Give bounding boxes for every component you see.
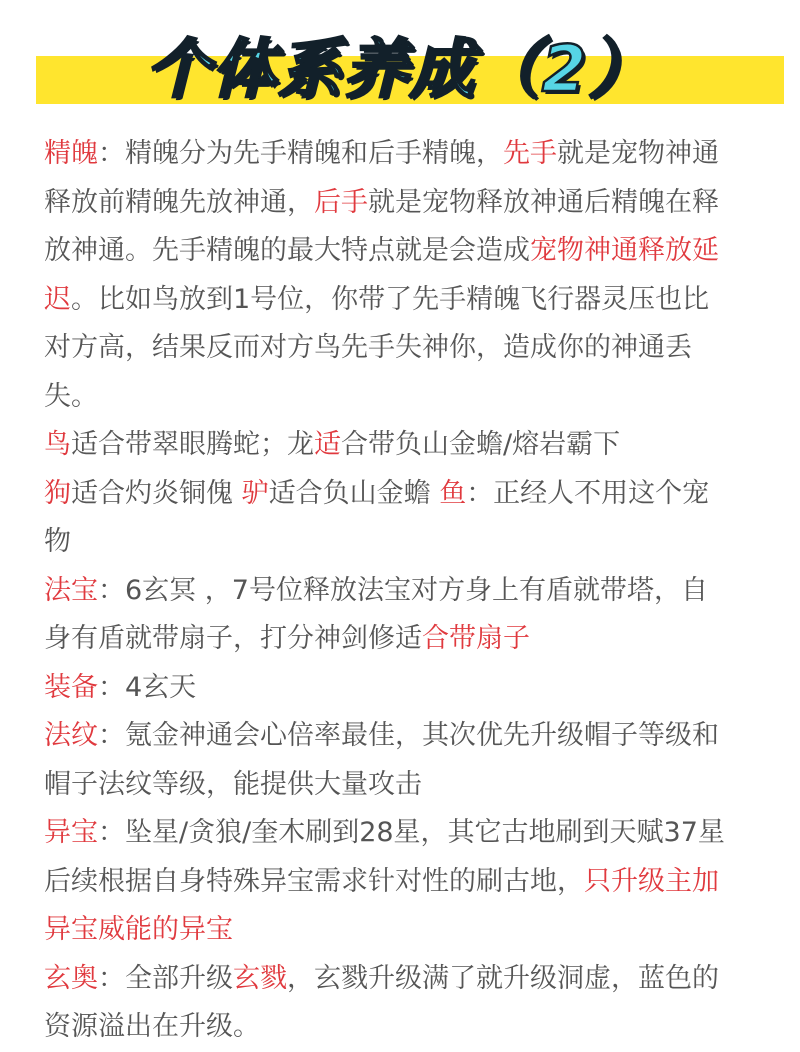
- body-text: ：6玄冥 ，7号位释放法宝对方身上有盾就带塔，自: [98, 574, 708, 606]
- highlight-text: 先手: [503, 138, 557, 169]
- page-title: 个体系养成（2）: [145, 33, 655, 107]
- body-text: 合带负山金蟾/熔岩霸下: [341, 429, 621, 460]
- body-text: 后续根据自身特殊异宝需求针对性的刷古地，: [44, 865, 584, 897]
- highlight-text: 适: [314, 429, 341, 460]
- highlight-text: 异宝威能的异宝: [44, 914, 233, 945]
- paragraph: [44, 955, 756, 1052]
- body-text: 适合带翠眼腾蛇；龙: [71, 429, 314, 460]
- paragraph: [44, 421, 756, 470]
- highlight-text: 玄戮: [233, 962, 287, 994]
- body-text: 物: [44, 526, 71, 557]
- body-text: ：正经人不用这个宠: [466, 477, 710, 509]
- paragraph: [44, 664, 756, 713]
- highlight-text: 只升级主加: [584, 865, 719, 897]
- highlight-text: 合带扇子: [422, 623, 530, 654]
- body-text: 资源溢出在升级。: [44, 1011, 260, 1042]
- body-text: ：坠星/贪狼/奎木刷到28星，其它古地刷到天赋37星: [98, 817, 725, 848]
- paragraph: [44, 567, 756, 664]
- paragraph: [44, 470, 756, 567]
- body-text: 就是宠物释放神通后精魄在释: [368, 186, 719, 218]
- body-text: ：全部升级: [98, 962, 233, 994]
- body-text: 身有盾就带扇子，打分神剑修适: [44, 623, 422, 654]
- body-text: 适合灼炎铜傀: [71, 477, 242, 509]
- highlight-text: 鸟: [44, 429, 71, 460]
- highlight-text: 法纹: [44, 720, 98, 751]
- body-text: ：氪金神通会心倍率最佳，其次优先升级帽子等级和: [98, 720, 719, 751]
- highlight-text: 精魄: [44, 138, 98, 169]
- body-text: ，玄戮升级满了就升级洞虚，蓝色的: [287, 962, 719, 994]
- body-text: 就是宠物神通: [557, 138, 719, 169]
- body-text: ：4玄天: [98, 671, 197, 703]
- body-text: 适合负山金蟾: [268, 477, 440, 509]
- highlight-text: 装备: [44, 671, 98, 703]
- highlight-text: 狗: [44, 477, 71, 509]
- body-text: 放神通。先手精魄的最大特点就是会造成: [44, 235, 530, 266]
- body-text: 对方高，结果反而对方鸟先手失神你，造成你的神通丢: [44, 332, 692, 363]
- highlight-text: 法宝: [44, 574, 98, 606]
- body-text: ：精魄分为先手精魄和后手精魄，: [98, 138, 503, 169]
- paragraph: [44, 809, 756, 955]
- body-text: 失。: [44, 380, 98, 412]
- highlight-text: 驴: [241, 477, 269, 509]
- highlight-text: 异宝: [44, 817, 98, 848]
- highlight-text: 宠物神通释放延: [530, 235, 719, 266]
- paragraph: [44, 712, 756, 809]
- body-text: 释放前精魄先放神通，: [44, 186, 314, 218]
- paragraph: [44, 130, 756, 421]
- highlight-text: 鱼: [439, 477, 467, 509]
- highlight-text: 迟: [44, 283, 71, 315]
- highlight-text: 玄奥: [44, 962, 98, 994]
- highlight-text: 后手: [314, 186, 368, 218]
- article-body: [44, 130, 756, 1052]
- body-text: 。比如鸟放到1号位，你带了先手精魄飞行器灵压也比: [71, 283, 710, 315]
- body-text: 帽子法纹等级，能提供大量攻击: [44, 768, 422, 800]
